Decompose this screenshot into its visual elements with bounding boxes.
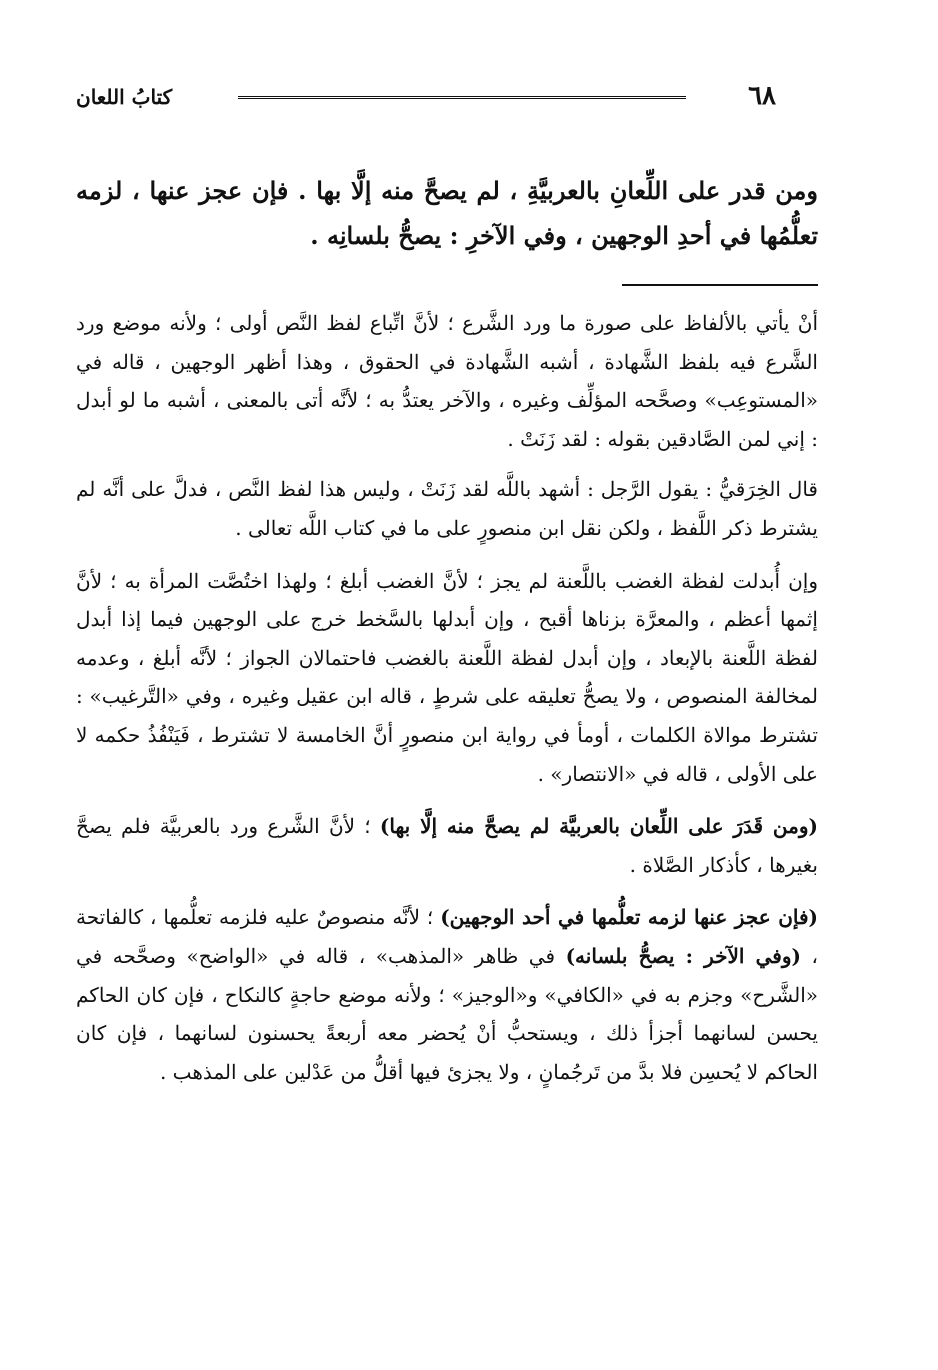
header-rule — [238, 96, 686, 99]
main-text-paragraph: ومن قدر على اللِّعانِ بالعربيَّةِ ، لم يصحَّ منه إلَّا بها . فإن عجز عنها ، لزمه تعلُّمُها في أحدِ الوجهين ، وفي الآخرِ : يصحُّ بلسانِه . — [76, 176, 818, 250]
footnote-separator — [622, 284, 818, 286]
commentary-text: في ظاهر «المذهب» ، قاله في «الواضح» وصحَّحه في «الشَّرح» وجزم به في «الكافي» و«الوجيز» ؛ ولأنه موضع حاجةٍ كالنكاح ، فإن كان الحاكم يحسن لسانهما أجزأ ذلك ، ويستحبُّ أنْ يُحضر معه أربعةً يحسنون لسانهما ، فإن كان الحاكم لا يُحسِن فلا بدَّ من تَرجُمانٍ ، ولا يجزئ فيها أقلُّ من عَدْلين على المذهب . — [76, 943, 818, 1084]
commentary-paragraph-3: وإن أُبدلت لفظة الغضب باللَّعنة لم يجز ؛ لأنَّ الغضب أبلغ ؛ ولهذا اختُصَّت المرأة به ؛ لأنَّ إثمها أعظم ، والمعرَّة بزناها أقبح ، وإن أبدلها بالسَّخط خرج على الوجهين فيما إذا أبدل لفظة اللَّعنة بالإبعاد ، وإن أبدل لفظة اللَّعنة بالغضب فاحتمالان الجواز ؛ لأنَّه أبلغ ، وعدمه لمخالفة المنصوص ، ولا يصحُّ تعليقه على شرطٍ ، قاله ابن عقيل وغيره ، وفي «التَّرغيب» : تشترط موالاة الكلمات ، أومأ في رواية ابن منصورٍ أنَّ الخامسة لا تشترط ، فَيَنْفُذُ حكمه لا على الأولى ، قاله في «الانتصار» . — [76, 568, 818, 786]
running-title: كتابُ اللعان — [76, 85, 173, 109]
quoted-main-text: (فإن عجز عنها لزمه تعلُّمها في أحد الوجهين) — [440, 905, 818, 930]
commentary-paragraph-1: أنْ يأتي بالألفاظ على صورة ما ورد الشَّرع ؛ لأنَّ اتِّباع لفظ النَّص أولى ؛ ولأنه موضع ورد الشَّرع فيه بلفظ الشَّهادة ، أشبه الشَّهادة في الحقوق ، وهذا أظهر الوجهين ، قاله في «المستوعِب» وصحَّحه المؤلِّف وغيره ، والآخر يعتدُّ به ؛ لأنَّه أتى بالمعنى ، أشبه ما لو أبدل : إني لمن الصَّادقين بقوله : لقد زَنَتْ . — [76, 311, 818, 451]
commentary-paragraph-4 — [76, 807, 818, 884]
quoted-main-text: (ومن قَدَرَ على اللِّعان بالعربيَّة لم يصحَّ منه إلَّا بها) — [379, 814, 818, 839]
quoted-main-text: (وفي الآخر : يصحُّ بلسانه) — [565, 943, 801, 968]
commentary-paragraph-5 — [76, 898, 818, 1091]
page-number: ٦٨ — [748, 81, 776, 111]
commentary-text: ؛ لأنَّ الشَّرع ورد بالعربيَّة فلم يصحَّ بغيرها ، كأذكار الصَّلاة . — [76, 814, 818, 877]
commentary-paragraph-2: قال الخِرَقيُّ : يقول الرَّجل : أشهد باللَّه لقد زَنَتْ ، وليس هذا لفظ النَّص ، فدلَّ على أنَّه لم يشترط ذكر اللَّفظ ، ولكن نقل ابن منصورٍ على ما في كتاب اللَّه تعالى . — [76, 477, 818, 540]
commentary-text: ؛ لأنَّه منصوصٌ عليه فلزمه تعلُّمها ، كالفاتحة ، — [76, 905, 819, 968]
page-header — [76, 78, 776, 118]
commentary — [76, 304, 818, 1105]
main-text — [76, 168, 818, 258]
